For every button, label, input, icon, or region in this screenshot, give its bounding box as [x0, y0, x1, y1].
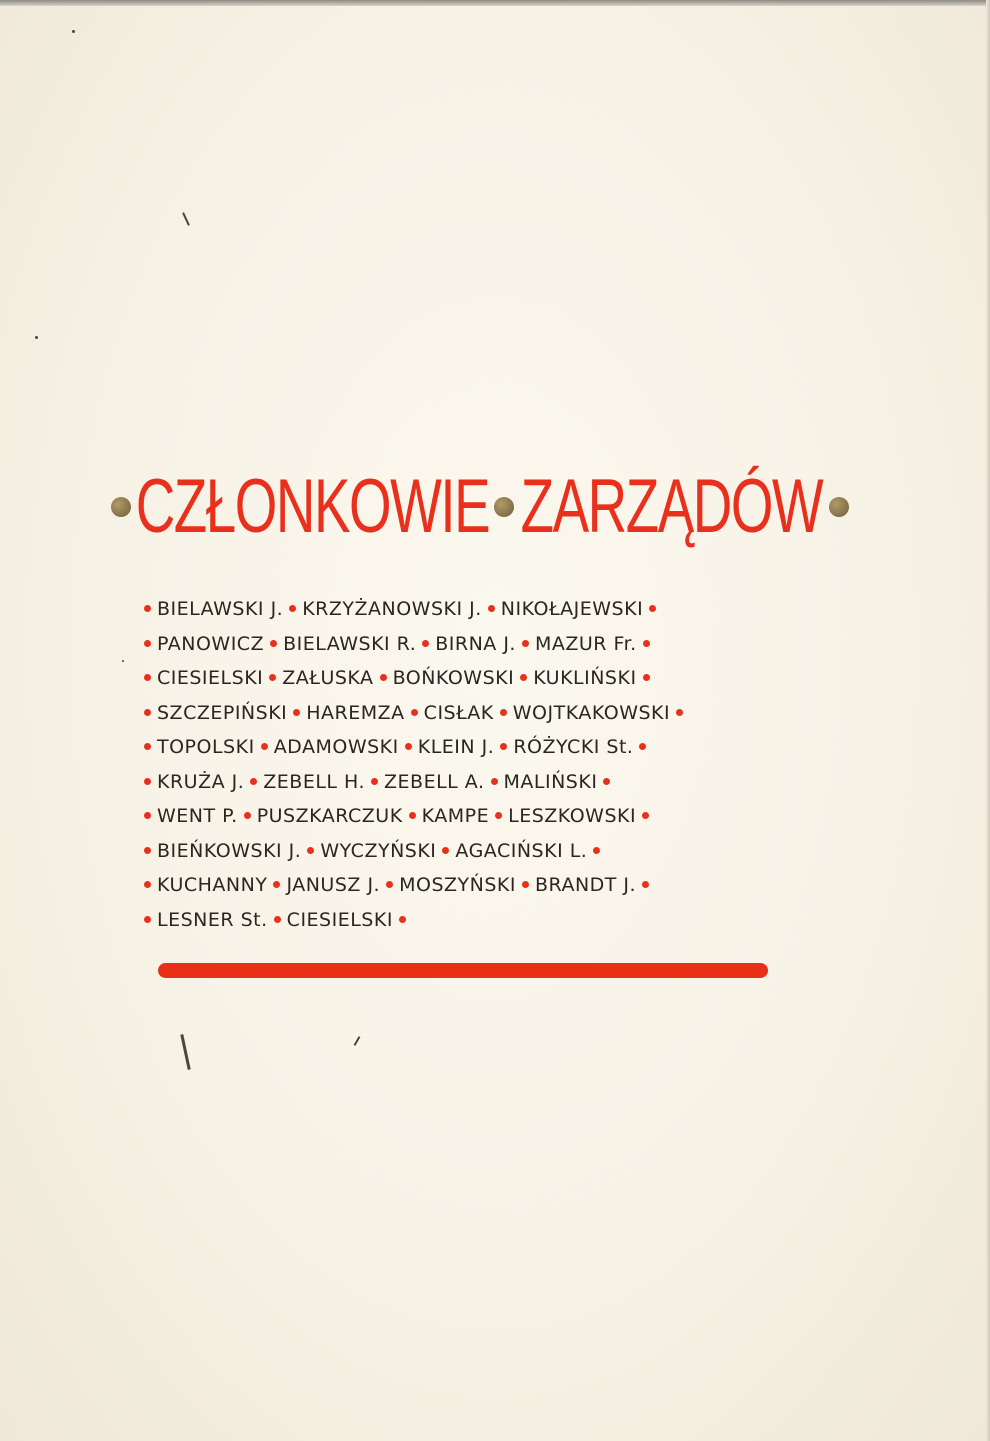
red-dot-icon [144, 778, 151, 785]
page-top-edge [0, 0, 990, 6]
member-name: HAREMZA [306, 701, 405, 724]
red-dot-icon [409, 812, 416, 819]
red-dot-icon [422, 640, 429, 647]
member-name: ZAŁUSKA [282, 667, 374, 689]
red-dot-icon [500, 743, 507, 750]
red-dot-icon [500, 709, 507, 716]
members-row [144, 765, 804, 800]
member-name: RÓŻYCKI St. [513, 736, 634, 758]
gold-dot-icon [494, 497, 514, 517]
red-dot-icon [250, 778, 257, 785]
member-name: KUKLIŃSKI [533, 667, 637, 689]
member-name: ZEBELL A. [384, 770, 485, 793]
paper-speck [35, 336, 38, 339]
red-dot-icon [371, 778, 378, 785]
member-name: BIEŃKOWSKI J. [157, 839, 302, 862]
members-row [144, 834, 804, 869]
members-list [144, 592, 804, 937]
member-name: KRZYŻANOWSKI J. [302, 598, 482, 620]
red-dot-icon [603, 778, 610, 785]
red-dot-icon [488, 605, 495, 612]
title-word-1: CZŁONKOWIE [135, 464, 490, 549]
paper-speck [354, 1036, 361, 1046]
member-name: WOJTKAKOWSKI [512, 701, 671, 724]
paper-speck [180, 1034, 190, 1070]
member-name: NIKOŁAJEWSKI [500, 598, 644, 620]
red-dot-icon [522, 640, 529, 647]
red-dot-icon [676, 709, 683, 716]
member-name: MAZUR Fr. [534, 632, 637, 655]
member-name: KRUŻA J. [157, 770, 245, 793]
member-name: BRANDT J. [534, 874, 637, 896]
member-name: SZCZEPIŃSKI [157, 701, 288, 724]
member-name: KUCHANNY [157, 874, 268, 896]
members-row [144, 592, 804, 627]
red-dot-icon [144, 709, 151, 716]
member-name: BOŃKOWSKI [392, 667, 515, 689]
gold-dot-icon [111, 497, 131, 517]
red-dot-icon [289, 605, 296, 612]
red-dot-icon [491, 778, 498, 785]
red-dot-icon [273, 881, 280, 888]
red-dot-icon [442, 847, 449, 854]
member-name: ZEBELL H. [263, 770, 366, 793]
member-name: CIESIELSKI [157, 667, 264, 689]
red-dot-icon [495, 812, 502, 819]
members-row [144, 903, 804, 938]
members-row [144, 696, 804, 731]
member-name: PUSZKARCZUK [256, 805, 403, 827]
red-dot-icon [144, 847, 151, 854]
red-dot-icon [244, 812, 251, 819]
red-dot-icon [399, 916, 406, 923]
red-dot-icon [270, 640, 277, 647]
paper-speck [72, 30, 75, 33]
member-name: BIELAWSKI J. [157, 598, 284, 620]
member-name: WYCZYŃSKI [320, 839, 437, 862]
members-row [144, 661, 804, 696]
red-dot-icon [643, 640, 650, 647]
red-dot-icon [269, 674, 276, 681]
red-dot-icon [144, 812, 151, 819]
red-dot-icon [520, 674, 527, 681]
member-name: KLEIN J. [417, 736, 495, 758]
member-name: CISŁAK [423, 701, 494, 724]
red-dot-icon [261, 743, 268, 750]
member-name: ADAMOWSKI [273, 736, 399, 758]
red-dot-icon [649, 605, 656, 612]
paper-speck [122, 660, 124, 662]
title-word-2: ZARZĄDÓW [520, 464, 823, 549]
member-name: CIESIELSKI [286, 908, 393, 931]
red-dot-icon [144, 640, 151, 647]
red-dot-icon [144, 605, 151, 612]
red-dot-icon [593, 847, 600, 854]
member-name: WENT P. [157, 805, 238, 827]
red-dot-icon [386, 881, 393, 888]
member-name: KAMPE [421, 805, 490, 827]
member-name: PANOWICZ [157, 632, 265, 655]
member-name: LESZKOWSKI [508, 805, 637, 827]
member-name: LESNER St. [157, 908, 268, 931]
member-name: BIELAWSKI R. [283, 632, 417, 655]
page-right-edge [986, 0, 990, 1441]
red-dot-icon [293, 709, 300, 716]
red-dot-icon [642, 812, 649, 819]
members-row [144, 627, 804, 662]
red-dot-icon [380, 674, 387, 681]
members-row [144, 868, 804, 903]
red-dot-icon [405, 743, 412, 750]
member-name: MALIŃSKI [503, 770, 598, 793]
red-dot-icon [274, 916, 281, 923]
member-name: TOPOLSKI [157, 736, 255, 758]
red-dot-icon [522, 881, 529, 888]
red-dot-icon [144, 916, 151, 923]
red-dot-icon [639, 743, 646, 750]
member-name: JANUSZ J. [286, 874, 381, 896]
red-divider-bar [158, 963, 768, 978]
members-row [144, 730, 804, 765]
member-name: AGACIŃSKI L. [455, 839, 588, 862]
member-name: MOSZYŃSKI [399, 874, 516, 896]
red-dot-icon [411, 709, 418, 716]
member-name: BIRNA J. [435, 632, 516, 655]
red-dot-icon [307, 847, 314, 854]
red-dot-icon [144, 743, 151, 750]
red-dot-icon [144, 881, 151, 888]
red-dot-icon [642, 881, 649, 888]
paper-speck [182, 212, 190, 226]
page-title [120, 452, 840, 562]
red-dot-icon [144, 674, 151, 681]
red-dot-icon [643, 674, 650, 681]
gold-dot-icon [829, 497, 849, 517]
members-row [144, 799, 804, 834]
